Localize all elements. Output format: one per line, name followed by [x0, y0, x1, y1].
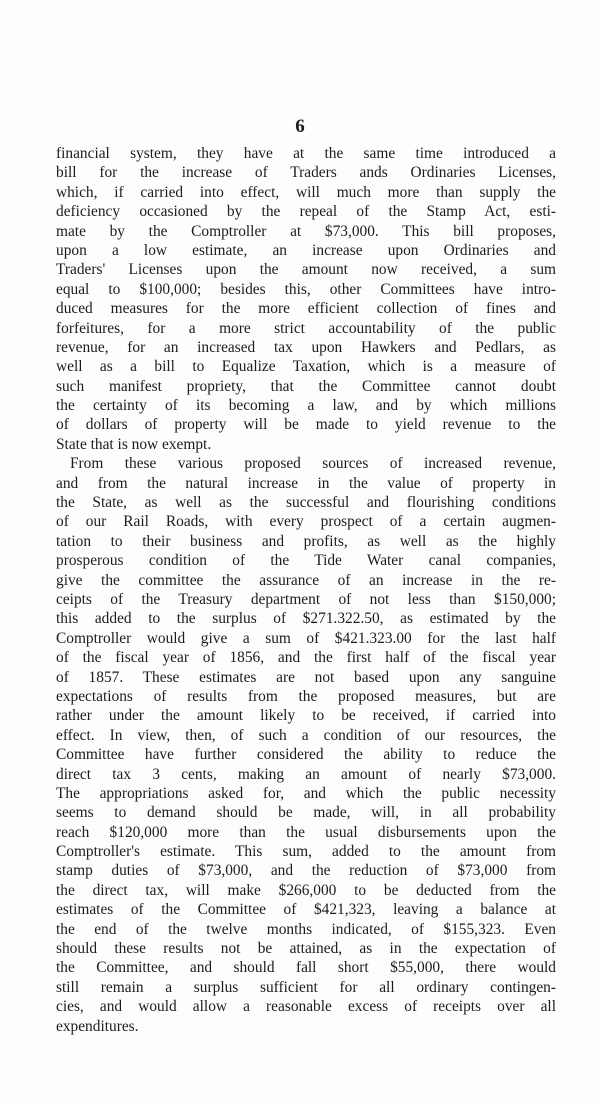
- text-line: From these various proposed sources of increased revenue,: [70, 455, 556, 473]
- text-line: financial system, they have at the same time introduced a: [56, 145, 556, 162]
- text-line: which, if carried into effect, will much more than supply the: [56, 183, 556, 201]
- text-line: duced measures for the more efficient collection of fines and: [56, 300, 556, 318]
- text-line: deficiency occasioned by the repeal of the Stamp Act, esti-: [56, 203, 556, 221]
- text-line: The appropriations asked for, and which the public necessity: [56, 784, 556, 802]
- text-line: this added to the surplus of $271.322.50, as estimated by the: [56, 610, 556, 628]
- text-line: prosperous condition of the Tide Water canal companies,: [56, 552, 556, 570]
- text-line: the end of the twelve months indicated, of $155,323. Even: [56, 920, 556, 938]
- text-line: Comptroller would give a sum of $421.323.00 for the last half: [56, 629, 556, 647]
- page-number: 6: [295, 116, 305, 137]
- text-line: such manifest propriety, that the Committee cannot doubt: [56, 377, 556, 395]
- text-line: and from the natural increase in the value of property in: [56, 474, 556, 492]
- text-line: upon a low estimate, an increase upon Ordinaries and: [56, 241, 556, 259]
- text-line: seems to demand should be made, will, in all probability: [56, 804, 556, 822]
- text-line: of the fiscal year of 1856, and the first half of the fiscal year: [56, 649, 556, 667]
- text-line: direct tax 3 cents, making an amount of nearly $73,000.: [56, 765, 556, 783]
- text-line: should these results not be attained, as in the expectation of: [56, 940, 556, 958]
- text-line: Committee have further considered the ability to reduce the: [56, 746, 556, 764]
- text-line: ceipts of the Treasury department of not less than $150,000;: [56, 590, 556, 608]
- text-line: forfeitures, for a more strict accountability of the public: [56, 319, 556, 337]
- text-line: of dollars of property will be made to yield revenue to the: [56, 416, 556, 434]
- text-line: expectations of results from the proposed measures, but are: [56, 687, 556, 705]
- text-line: the certainty of its becoming a law, and by which millions: [56, 397, 556, 415]
- text-line: revenue, for an increased tax upon Hawkers and Pedlars, as: [56, 338, 556, 356]
- text-line: the Committee, and should fall short $55,000, there would: [56, 959, 556, 977]
- body-text: [56, 144, 556, 1036]
- text-line: give the committee the assurance of an increase in the re-: [56, 571, 556, 589]
- text-line: State that is now exempt.: [56, 435, 212, 453]
- text-line: cies, and would allow a reasonable excess of receipts over all: [56, 998, 556, 1016]
- text-line: the direct tax, will make $266,000 to be deducted from the: [56, 881, 556, 899]
- text-line: well as a bill to Equalize Taxation, which is a measure of: [56, 358, 556, 376]
- text-line: Comptroller's estimate. This sum, added to the amount from: [56, 843, 556, 861]
- text-line: still remain a surplus sufficient for all ordinary contingen-: [56, 978, 556, 996]
- text-line: mate by the Comptroller at $73,000. This bill proposes,: [56, 222, 556, 240]
- text-line: expenditures.: [56, 1017, 139, 1035]
- text-line: the State, as well as the successful and flourishing conditions: [56, 494, 556, 512]
- text-line: rather under the amount likely to be received, if carried into: [56, 707, 556, 725]
- text-line: tation to their business and profits, as well as the highly: [56, 532, 556, 550]
- text-line: of 1857. These estimates are not based upon any sanguine: [56, 668, 556, 686]
- text-line: reach $120,000 more than the usual disbursements upon the: [56, 823, 556, 841]
- text-line: estimates of the Committee of $421,323, leaving a balance at: [56, 901, 556, 919]
- text-line: stamp duties of $73,000, and the reduction of $73,000 from: [56, 862, 556, 880]
- text-line: Traders' Licenses upon the amount now received, a sum: [56, 261, 556, 279]
- text-line: equal to $100,000; besides this, other Committees have intro-: [56, 280, 556, 298]
- text-line: bill for the increase of Traders ands Ordinaries Licenses,: [56, 164, 556, 182]
- text-line: effect. In view, then, of such a condition of our resources, the: [56, 726, 556, 744]
- text-line: of our Rail Roads, with every prospect of a certain augmen-: [56, 513, 556, 531]
